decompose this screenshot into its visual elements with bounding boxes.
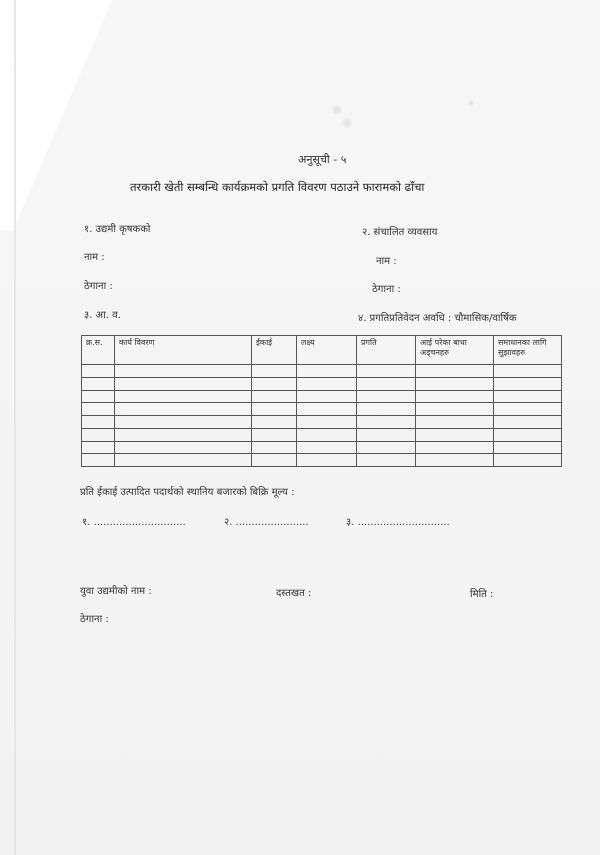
date-label: मिति : [470,589,494,600]
table-cell[interactable] [357,403,416,416]
table-cell[interactable] [416,416,494,429]
entrepreneur-name-label: युवा उद्यमीको नाम : [80,586,152,597]
business-name-label: नाम : [376,256,397,267]
header-target: लक्ष्य [297,336,357,365]
table-cell[interactable] [252,403,297,416]
scan-smudge [332,105,342,115]
price-field-3[interactable]: ३. ............................. [346,517,450,528]
table-cell[interactable] [416,377,494,390]
table-cell[interactable] [494,454,562,467]
table-cell[interactable] [416,428,494,441]
table-cell[interactable] [82,390,115,403]
table-cell[interactable] [115,377,252,390]
table-cell[interactable] [357,441,416,454]
table-row [82,441,562,454]
table-row [82,416,562,429]
table-cell[interactable] [494,441,562,454]
table-row [82,390,562,403]
table-row [82,365,562,378]
table-cell[interactable] [252,365,297,378]
table-cell[interactable] [82,403,115,416]
table-cell[interactable] [115,441,252,454]
document-subheading: तरकारी खेती सम्बन्धि कार्यक्रमको प्रगति विवरण पठाउने फारामको ढाँचा [130,180,425,194]
header-description: कार्य विवरण [115,336,252,365]
table-cell[interactable] [115,416,252,429]
table-row [82,428,562,441]
business-address-label: ठेगाना : [372,284,401,295]
price-field-2[interactable]: २. ....................... [224,517,309,528]
table-cell[interactable] [252,416,297,429]
table-cell[interactable] [115,454,252,467]
table-cell[interactable] [357,428,416,441]
table-cell[interactable] [252,428,297,441]
table-row [82,377,562,390]
header-serial: क्र.स. [82,336,115,365]
header-progress: प्रगति [357,336,416,365]
table-row [82,454,562,467]
scan-smudge [342,118,352,128]
table-cell[interactable] [115,428,252,441]
table-cell[interactable] [416,454,494,467]
table-cell[interactable] [82,377,115,390]
table-cell[interactable] [82,365,115,378]
table-cell[interactable] [416,390,494,403]
table-cell[interactable] [416,403,494,416]
table-header-row [82,336,562,365]
document-heading: अनुसूची - ५ [298,153,347,166]
header-obstacles: आई परेका बाधा अड्चनहरु [416,336,494,365]
table-cell[interactable] [82,454,115,467]
report-period-label: ४. प्रगतिप्रतिवेदन अवधि : चौमासिक/वार्षिक [358,313,517,324]
table-cell[interactable] [115,365,252,378]
table-row [82,403,562,416]
scan-smudge [468,100,474,106]
table-cell[interactable] [297,365,357,378]
table-cell[interactable] [297,441,357,454]
table-cell[interactable] [494,365,562,378]
table-cell[interactable] [252,454,297,467]
table-cell[interactable] [297,454,357,467]
table-cell[interactable] [82,428,115,441]
table-cell[interactable] [416,365,494,378]
page-edge-shadow [14,0,16,855]
table-cell[interactable] [252,441,297,454]
farmer-name-label: नाम : [84,252,105,263]
farmer-label: १. उद्यमी कृषकको [84,224,151,235]
table-cell[interactable] [82,416,115,429]
price-label: प्रति ईकाई उत्पादित पदार्थको स्थानिय बजारको बिक्रि मूल्य : [80,487,295,498]
paper-fold [0,0,112,230]
table-cell[interactable] [494,377,562,390]
table-cell[interactable] [416,441,494,454]
table-cell[interactable] [252,390,297,403]
table-cell[interactable] [297,377,357,390]
table-cell[interactable] [494,416,562,429]
fiscal-year-label: ३. आ. व. [84,310,121,321]
header-suggestions: समाधानका लागि सुझावहरु [494,336,562,365]
table-cell[interactable] [357,365,416,378]
table-cell[interactable] [357,454,416,467]
business-label: २. संचालित व्यवसाय [362,227,438,238]
signature-label: दस्तखत : [276,588,312,599]
table-cell[interactable] [297,403,357,416]
table-cell[interactable] [494,390,562,403]
price-field-1[interactable]: १. ............................. [82,517,186,528]
table-cell[interactable] [297,390,357,403]
table-cell[interactable] [357,390,416,403]
table-cell[interactable] [357,377,416,390]
table-cell[interactable] [357,416,416,429]
table-body [82,365,562,467]
table-cell[interactable] [115,403,252,416]
table-cell[interactable] [115,390,252,403]
progress-table [81,335,562,467]
header-unit: ईकाई [252,336,297,365]
table-cell[interactable] [494,428,562,441]
table-cell[interactable] [297,428,357,441]
table-cell[interactable] [494,403,562,416]
footer-address-label: ठेगाना : [80,614,109,625]
table-cell[interactable] [252,377,297,390]
table-cell[interactable] [82,441,115,454]
table-cell[interactable] [297,416,357,429]
farmer-address-label: ठेगाना : [84,281,113,292]
